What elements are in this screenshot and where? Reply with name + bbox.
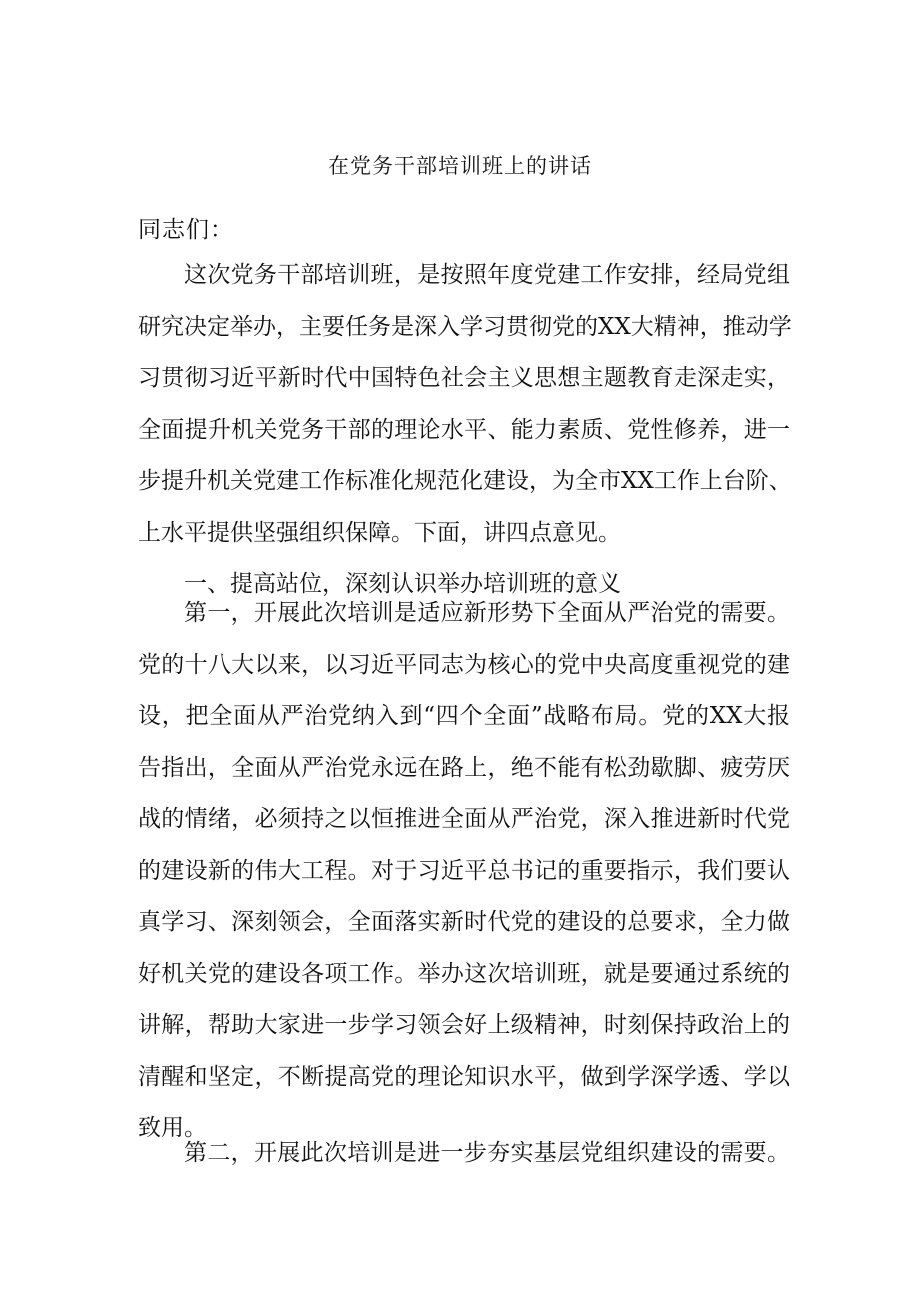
point-one-line: 讲解，帮助大家进一步学习领会好上级精神，时刻保持政治上的	[138, 1012, 790, 1038]
intro-line: 上水平提供坚强组织保障。下面，讲四点意见。	[138, 519, 621, 546]
point-one-line: 清醒和坚定，不断提高党的理论知识水平，做到学深学透、学以	[138, 1063, 790, 1090]
point-two-line: 第二，开展此次培训是进一步夯实基层党组织建设的需要。	[184, 1140, 790, 1166]
intro-line: 步提升机关党建工作标准化规范化建设，为全市XX工作上台阶、	[138, 468, 792, 494]
salutation: 同志们：	[138, 217, 234, 243]
point-one-line: 的建设新的伟大工程。对于习近平总书记的重要指示，我们要认	[138, 857, 790, 884]
point-one-line: 第一，开展此次培训是适应新形势下全面从严治党的需要。	[184, 600, 790, 626]
document-title: 在党务干部培训班上的讲话	[328, 154, 592, 178]
section-heading: 一、提高站位，深刻认识举办培训班的意义	[184, 571, 621, 597]
point-one-paragraph	[138, 588, 790, 1155]
intro-line: 研究决定举办，主要任务是深入学习贯彻党的XX大精神，推动学	[138, 313, 792, 340]
point-one-line: 致用。	[138, 1115, 207, 1141]
intro-line: 习贯彻习近平新时代中国特色社会主义思想主题教育走深走实，	[138, 365, 790, 391]
intro-line: 全面提升机关党务干部的理论水平、能力素质、党性修养，进一	[138, 416, 790, 443]
point-one-line: 战的情绪，必须持之以恒推进全面从严治党，深入推进新时代党	[138, 806, 790, 832]
point-one-line: 设，把全面从严治党纳入到“四个全面”战略布局。党的XX大报	[138, 703, 790, 729]
point-one-line: 好机关党的建设各项工作。举办这次培训班，就是要通过系统的	[138, 960, 790, 987]
point-one-line: 告指出，全面从严治党永远在路上，绝不能有松劲歇脚、疲劳厌	[138, 754, 790, 781]
point-one-line: 党的十八大以来，以习近平同志为核心的党中央高度重视党的建	[138, 651, 790, 678]
point-two-paragraph	[138, 1128, 790, 1180]
intro-paragraph	[138, 250, 790, 611]
point-one-line: 真学习、深刻领会，全面落实新时代党的建设的总要求，全力做	[138, 909, 790, 935]
intro-line: 这次党务干部培训班，是按照年度党建工作安排，经局党组	[184, 262, 790, 288]
